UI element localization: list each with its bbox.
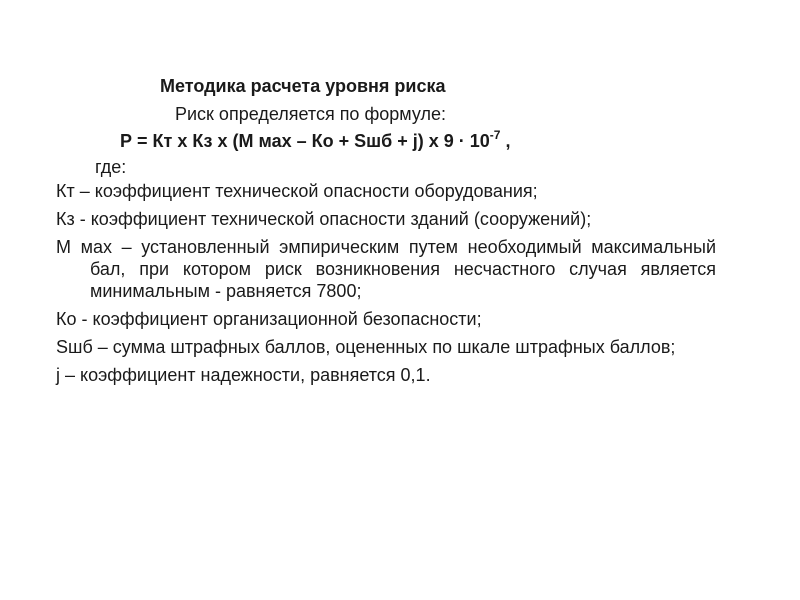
definition-ko: Ко - коэффициент организационной безопасности; — [56, 309, 482, 329]
definition-kt: Кт – коэффициент технической опасности оборудования; — [56, 181, 538, 201]
formula-main: Р = Кт х Кз х (М мах – Ко + Sшб + j) х 9 · 10 — [120, 131, 490, 151]
document-title: Методика расчета уровня риска — [160, 76, 446, 96]
definitions-list — [56, 180, 716, 392]
risk-formula — [120, 128, 511, 152]
formula-tail: , — [500, 131, 511, 151]
formula-intro: Риск определяется по формуле: — [175, 104, 446, 124]
formula-exponent: -7 — [489, 128, 501, 142]
where-label: где: — [95, 157, 127, 177]
definition-kz: Кз - коэффициент технической опасности зданий (сооружений); — [56, 209, 592, 229]
definition-j: j – коэффициент надежности, равняется 0,1. — [56, 365, 431, 385]
definition-sshb: Sшб – сумма штрафных баллов, оцененных по шкале штрафных баллов; — [56, 337, 676, 357]
definition-m-max: М мах – установленный эмпирическим путем необходимый максимальный бал, при котором риск возникновения несчастного случая является минимальным - равняется 7800; — [56, 237, 716, 301]
